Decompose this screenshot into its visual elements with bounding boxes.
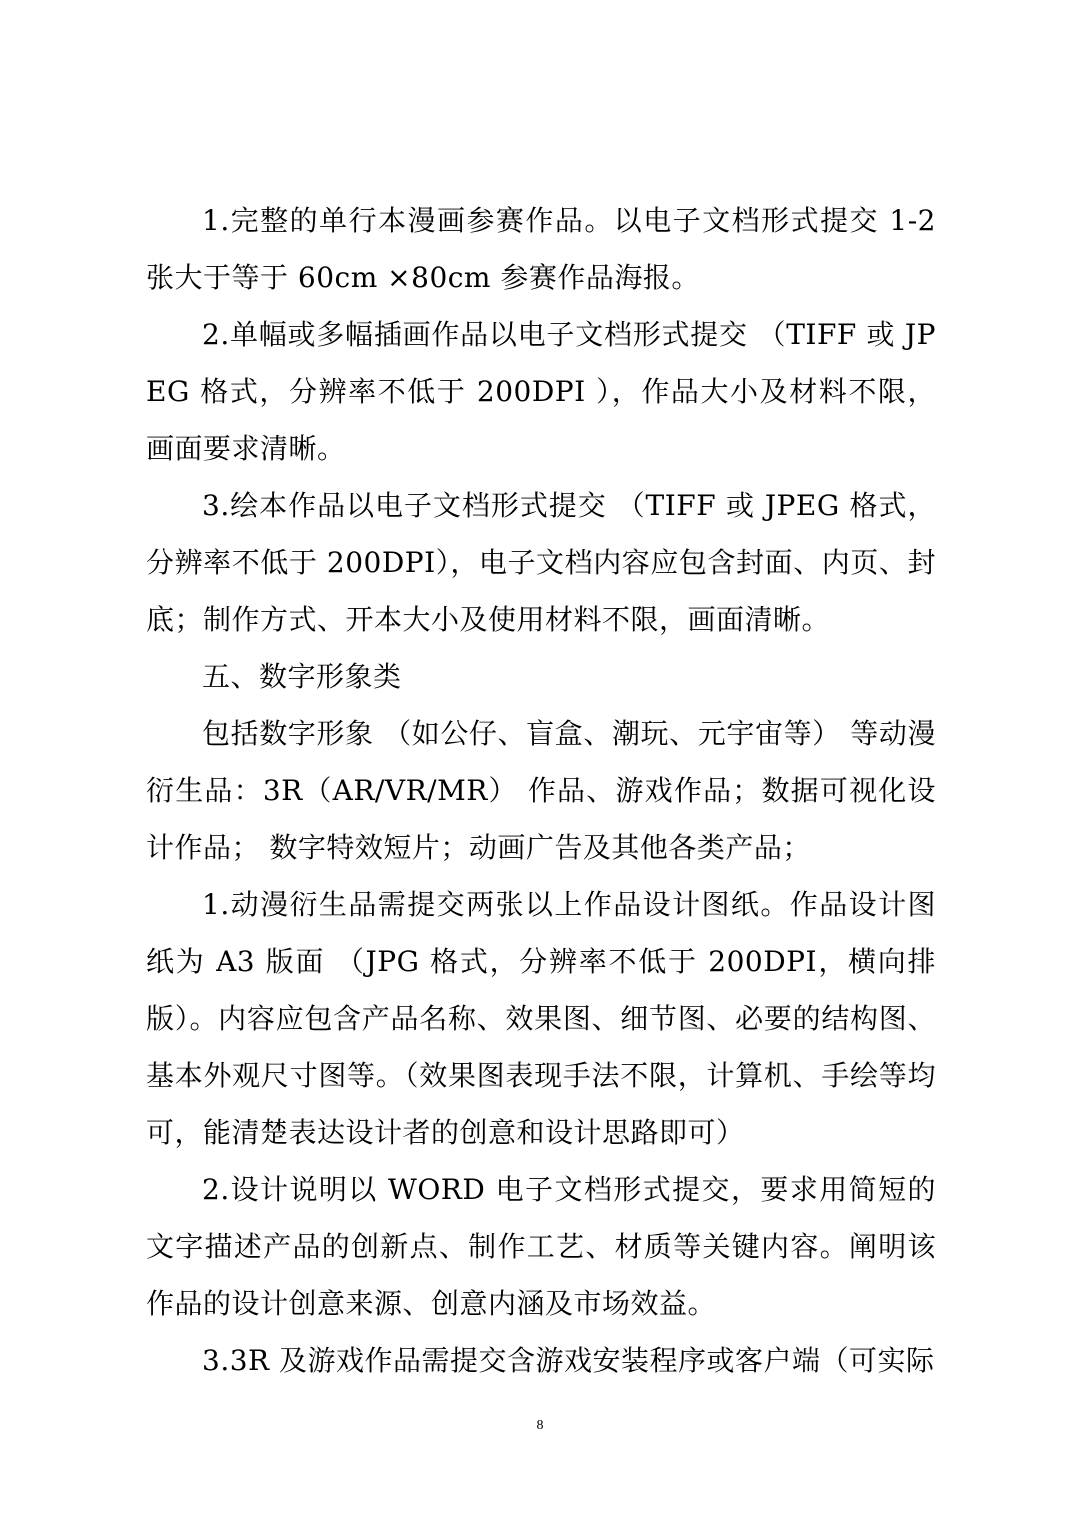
paragraph-illustration-submission: 2.单幅或多幅插画作品以电子文档形式提交 （TIFF 或 JPEG 格式，分辨率不低于 200DPI ），作品大小及材料不限，画面要求清晰。 [146,318,936,465]
paragraph-comic-submission: 1.完整的单行本漫画参赛作品。以电子文档形式提交 1-2 张大于等于 60cm ×80cm 参赛作品海报。 [146,204,936,294]
document-body [146,192,936,1389]
paragraph-3r-game-submission: 3.3R 及游戏作品需提交含游戏安装程序或客户端（可实际 [202,1344,935,1377]
paragraph-picture-book-submission: 3.绘本作品以电子文档形式提交 （TIFF 或 JPEG 格式，分辨率不低于 200DPI），电子文档内容应包含封面、内页、封底；制作方式、开本大小及使用材料不限，画面清晰。 [146,489,936,636]
paragraph-digital-image-scope: 包括数字形象 （如公仔、盲盒、潮玩、元宇宙等） 等动漫衍生品：3R（AR/VR/MR） 作品、游戏作品；数据可视化设计作品； 数字特效短片；动画广告及其他各类产品； [146,717,936,864]
paragraph-design-description: 2.设计说明以 WORD 电子文档形式提交，要求用简短的文字描述产品的创新点、制作工艺、材质等关键内容。阐明该作品的设计创意来源、创意内涵及市场效益。 [146,1173,936,1320]
section-heading-digital-image: 五、数字形象类 [202,660,402,693]
paragraph-derivative-drawings: 1.动漫衍生品需提交两张以上作品设计图纸。作品设计图纸为 A3 版面 （JPG 格式，分辨率不低于 200DPI，横向排版）。内容应包含产品名称、效果图、细节图、必要的结构图、基本外观尺寸图等。（效果图表现手法不限，计算机、手绘等均可，能清楚表达设计者的创意和设计思路即可） [146,888,936,1149]
page-number: 8 [536,1418,544,1433]
